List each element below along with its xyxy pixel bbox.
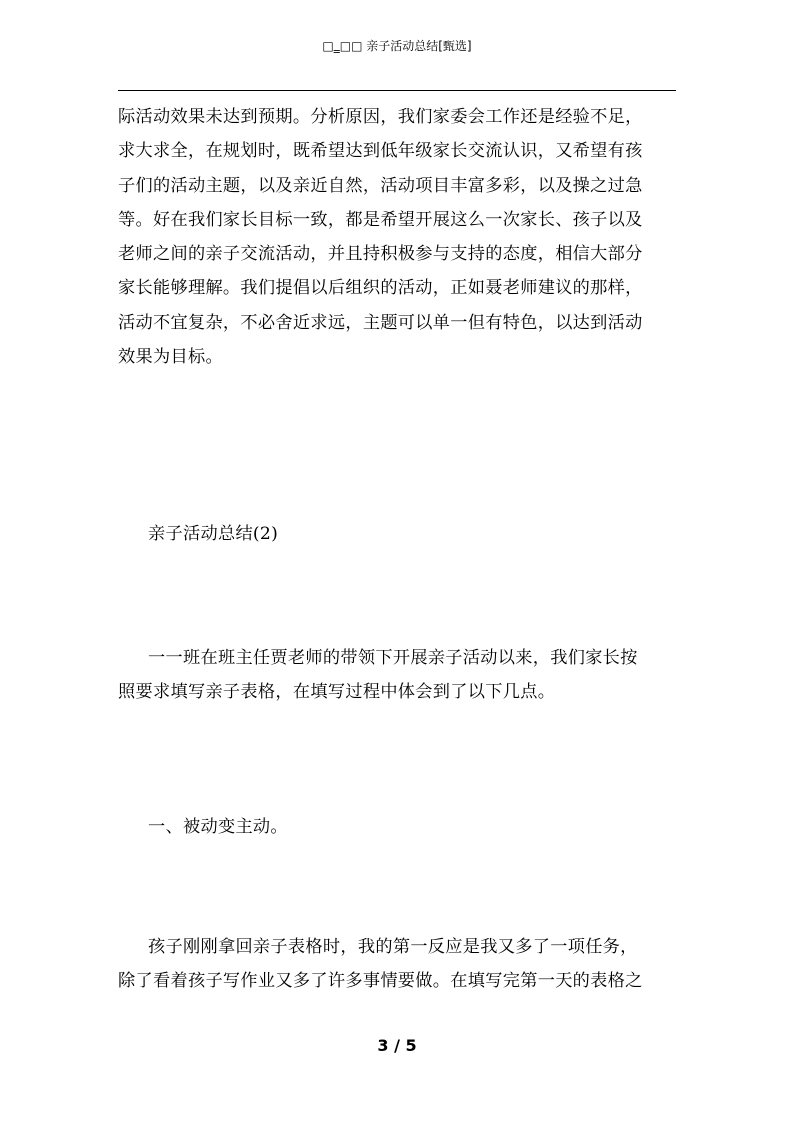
paragraph-line: 除了看着孩子写作业又多了许多事情要做。在填写完第一天的表格之 <box>118 971 643 992</box>
paragraph-continued <box>118 100 678 374</box>
paragraph-line: 效果为目标。 <box>118 347 223 368</box>
section-title: 亲子活动总结(2) <box>148 524 279 544</box>
paragraph-line: 等。好在我们家长目标一致，都是希望开展这么一次家长、孩子以及 <box>118 209 643 230</box>
paragraph-intro <box>118 641 678 710</box>
paragraph-line: 一一班在班主任贾老师的带领下开展亲子活动以来，我们家长按 <box>148 648 638 668</box>
paragraph-line: 家长能够理解。我们提倡以后组织的活动，正如聂老师建议的那样， <box>118 278 643 299</box>
page-number: 3 / 5 <box>377 1036 417 1055</box>
paragraph-line: 活动不宜复杂，不必舍近求远，主题可以单一但有特色，以达到活动 <box>118 312 643 333</box>
paragraph-line: 际活动效果未达到预期。分析原因，我们家委会工作还是经验不足， <box>118 107 643 127</box>
paragraph-line: 老师之间的亲子交流活动，并且持积极参与支持的态度，相信大部分 <box>118 244 643 265</box>
point-heading <box>118 810 678 844</box>
page-header <box>0 36 794 56</box>
point-title: 一、被动变主动。 <box>148 817 288 837</box>
paragraph-point1 <box>118 930 678 999</box>
section-heading <box>118 517 678 551</box>
paragraph-line: 照要求填写亲子表格，在填写过程中体会到了以下几点。 <box>118 682 556 703</box>
page-footer <box>0 1034 794 1058</box>
header-divider <box>118 90 676 91</box>
paragraph-line: 子们的活动主题，以及亲近自然，活动项目丰富多彩，以及操之过急 <box>118 175 643 196</box>
document-title: □‗□□ 亲子活动总结[甄选] <box>322 39 472 53</box>
paragraph-line: 孩子刚刚拿回亲子表格时，我的第一反应是我又多了一项任务， <box>148 937 638 957</box>
paragraph-line: 求大求全，在规划时，既希望达到低年级家长交流认识，又希望有孩 <box>118 141 643 162</box>
